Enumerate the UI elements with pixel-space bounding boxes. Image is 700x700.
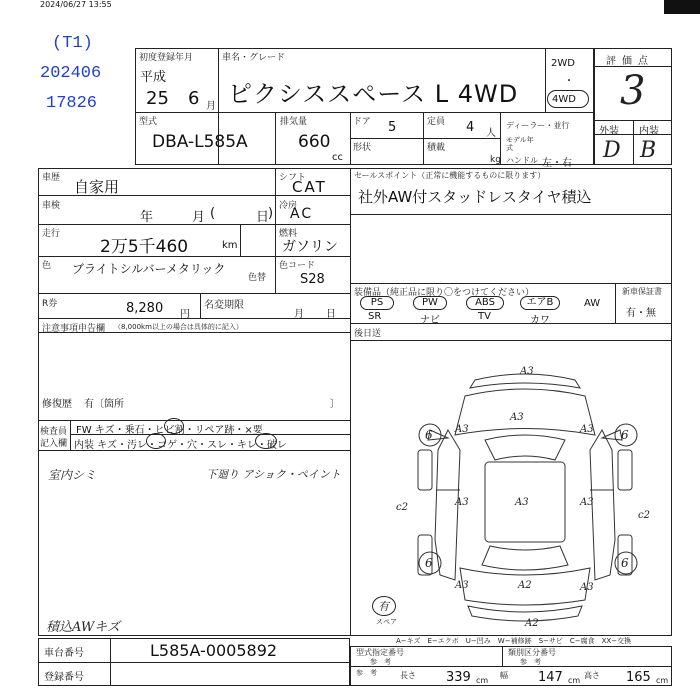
- doors-label: ドア: [353, 117, 371, 127]
- repair-end: 〕: [330, 399, 340, 410]
- damage-mark-left-rear: A3: [455, 580, 469, 591]
- recycle-value: 8,280: [126, 301, 164, 316]
- name-change-day: 日: [326, 309, 336, 320]
- aircon-label: 冷房: [279, 201, 298, 211]
- interior-label: 内装: [639, 126, 659, 137]
- height-value: 165: [626, 670, 651, 685]
- recycle-label: R券: [42, 299, 58, 309]
- warranty-label: 新車保証書: [622, 287, 662, 296]
- registration-month: 6: [188, 88, 200, 109]
- tire-mark-front-right: 6: [621, 428, 629, 442]
- displacement-value: 660: [298, 132, 331, 152]
- inspection-label: 車検: [42, 201, 61, 211]
- history-value: 自家用: [74, 178, 120, 196]
- dealer-label: ディーラー・並行: [506, 121, 570, 130]
- handle-label: ハンドル: [506, 156, 538, 165]
- chassis-label: 車台番号: [44, 648, 84, 659]
- damage-mark-rear-bumper: A2: [525, 618, 539, 629]
- drive-dot: ・: [564, 76, 574, 87]
- equipment-pw: PW: [413, 296, 447, 310]
- remarks-row-2: 内装 キズ・汚レ・コゲ・穴・スレ・キレ・破レ: [74, 440, 287, 451]
- inspection-open: (: [210, 206, 216, 221]
- width-label: 幅: [500, 671, 508, 680]
- designated-label: 型式指定番号: [356, 648, 404, 657]
- tire-mark-rear-left: 6: [425, 556, 433, 570]
- model-year-label: モデル年式: [506, 136, 534, 152]
- score-label: 評価点: [606, 56, 654, 67]
- lot-number: 17826: [46, 94, 98, 113]
- damage-mark-left-side: c2: [396, 502, 408, 513]
- corner-block: [664, 0, 700, 14]
- length-unit: cm: [476, 676, 489, 685]
- remarks-circle-2: [146, 433, 166, 449]
- equipment-tv: TV: [478, 311, 491, 322]
- spare-tire-value: 有: [378, 600, 389, 613]
- inspection-year: 年: [140, 210, 154, 225]
- inspection-close: ): [268, 206, 274, 221]
- body-type-label: 形状: [353, 143, 372, 153]
- drive-2wd: 2WD: [551, 58, 575, 69]
- model-name: ピクシススペース L 4WD: [228, 80, 519, 108]
- model-code: DBA-L585A: [152, 132, 248, 152]
- color-value: ブライトシルバーメタリック: [72, 262, 226, 276]
- width-value: 147: [538, 670, 563, 685]
- inspection-day: 日: [256, 210, 270, 225]
- capacity-unit: 人: [486, 128, 496, 139]
- interior-score: B: [640, 138, 657, 163]
- remarks-row-1: FW キズ・乗石・ヒビ割・リペア跡・×要: [76, 425, 263, 436]
- inspection-month: 月: [192, 210, 206, 225]
- color-code-label: 色コード: [279, 261, 316, 271]
- inspector-label-2: 記入欄: [40, 439, 68, 449]
- fuel-label: 燃料: [279, 229, 298, 239]
- remarks-circle-1: [164, 418, 184, 434]
- equipment-airbag: エアB: [520, 296, 560, 310]
- color-label: 色: [42, 261, 52, 271]
- color-code: S28: [300, 272, 325, 287]
- repair-label: 修復歴: [42, 399, 72, 410]
- damage-mark-right-side: c2: [638, 510, 650, 521]
- doors-value: 5: [388, 120, 397, 135]
- equipment-leather: カワ: [530, 315, 550, 326]
- notes-label: 注意事項申告欄: [42, 324, 106, 334]
- registration-month-unit: 月: [206, 101, 216, 112]
- height-unit: cm: [656, 676, 669, 685]
- spare-tire-label: スペア: [376, 618, 397, 626]
- length-value: 339: [446, 670, 471, 685]
- registration-era: 平成: [140, 70, 167, 85]
- lot-date: 202406: [40, 64, 102, 83]
- displacement-unit: cc: [332, 152, 343, 163]
- damage-mark-right-front: A3: [580, 424, 594, 435]
- equipment-aw: AW: [584, 298, 601, 309]
- load-unit: kg: [490, 155, 501, 165]
- drive-4wd: 4WD: [552, 94, 576, 105]
- load-label: 積載: [427, 143, 446, 153]
- sales-point-value: 社外AW付スタッドレスタイヤ積込: [358, 188, 592, 206]
- exterior-score: D: [603, 138, 621, 163]
- model-code-label: 型式: [139, 117, 158, 127]
- mileage-unit: km: [222, 240, 238, 251]
- remarks-circle-3: [255, 433, 277, 449]
- capacity-value: 4: [466, 120, 475, 135]
- handle-lr: 左・右: [542, 158, 572, 169]
- aircon-value: AC: [290, 206, 314, 222]
- damage-mark-left-door: A3: [455, 497, 469, 508]
- damage-mark-left-front: A3: [455, 424, 469, 435]
- lot-t: (T1): [52, 34, 93, 53]
- mileage-label: 走行: [42, 229, 61, 239]
- name-change-month: 月: [294, 309, 304, 320]
- damage-mark-roof: A3: [515, 497, 529, 508]
- exterior-label: 外装: [599, 126, 619, 137]
- car-damage-diagram: [390, 360, 660, 630]
- timestamp: 2024/06/27 13:55: [40, 0, 112, 9]
- tire-mark-front-left: 6: [425, 428, 433, 442]
- registration-year: 25: [146, 88, 169, 109]
- equipment-abs: ABS: [466, 296, 504, 310]
- shift-label: シフト: [279, 173, 307, 183]
- score-value: 3: [620, 68, 646, 114]
- inspector-label-1: 検査員: [40, 427, 68, 437]
- width-unit: cm: [568, 676, 581, 685]
- equipment-label: 装備品（純正品に限り〇をつけてください）: [354, 288, 535, 298]
- damage-mark-right-rear: A3: [580, 582, 594, 593]
- class-label: 類別区分番号: [508, 648, 556, 657]
- handwritten-note-2: 下廻り アショク・ペイント: [206, 468, 341, 481]
- height-label: 高さ: [584, 671, 600, 680]
- dimension-ref: 参 考: [356, 669, 377, 677]
- length-label: 長さ: [400, 671, 416, 680]
- model-name-label: 車名・グレード: [222, 53, 286, 63]
- handwritten-note-3: 積込AWキズ: [46, 620, 120, 635]
- history-label: 車歴: [42, 173, 61, 183]
- later-delivery-label: 後日送: [354, 329, 382, 339]
- shift-value: CAT: [292, 178, 327, 196]
- damage-mark-hood: A3: [510, 412, 524, 423]
- equipment-ps: PS: [360, 296, 394, 310]
- chassis-number: L585A-0005892: [150, 641, 278, 660]
- drive-4wd-circle: [547, 90, 589, 108]
- reg-no-label: 登録番号: [44, 672, 84, 683]
- capacity-label: 定員: [427, 117, 446, 127]
- name-change-label: 名変期限: [204, 300, 244, 311]
- notes-sub: （8,000km以上の場合は具体的に記入）: [114, 323, 243, 331]
- registration-label: 初度登録年月: [139, 53, 194, 63]
- handwritten-note-1: 室内シミ: [48, 468, 97, 482]
- equipment-sr: SR: [368, 311, 382, 322]
- fuel-value: ガソリン: [282, 239, 338, 255]
- recycle-unit: 円: [180, 309, 190, 320]
- sales-point-label: セールスポイント（正常に機能するものに限ります）: [354, 171, 546, 180]
- tire-mark-rear-right: 6: [621, 556, 629, 570]
- class-ref: 参 考: [520, 658, 541, 666]
- color-change-label: 色替: [248, 273, 267, 283]
- designated-ref: 参 考: [370, 658, 391, 666]
- damage-mark-front-bumper: A3: [520, 366, 534, 377]
- damage-mark-hatch: A2: [518, 580, 532, 591]
- damage-mark-right-door: A3: [580, 497, 594, 508]
- displacement-label: 排気量: [280, 117, 308, 127]
- equipment-navi: ナビ: [420, 315, 440, 326]
- warranty-value: 有・無: [626, 308, 656, 319]
- damage-legend: A−キズ E−エクボ U−凹み W−補修跡 S−サビ C−腐食 XX−交換: [396, 637, 632, 645]
- repair-value: 有〔箇所: [84, 399, 124, 410]
- mileage-value: 2万5千460: [100, 237, 189, 257]
